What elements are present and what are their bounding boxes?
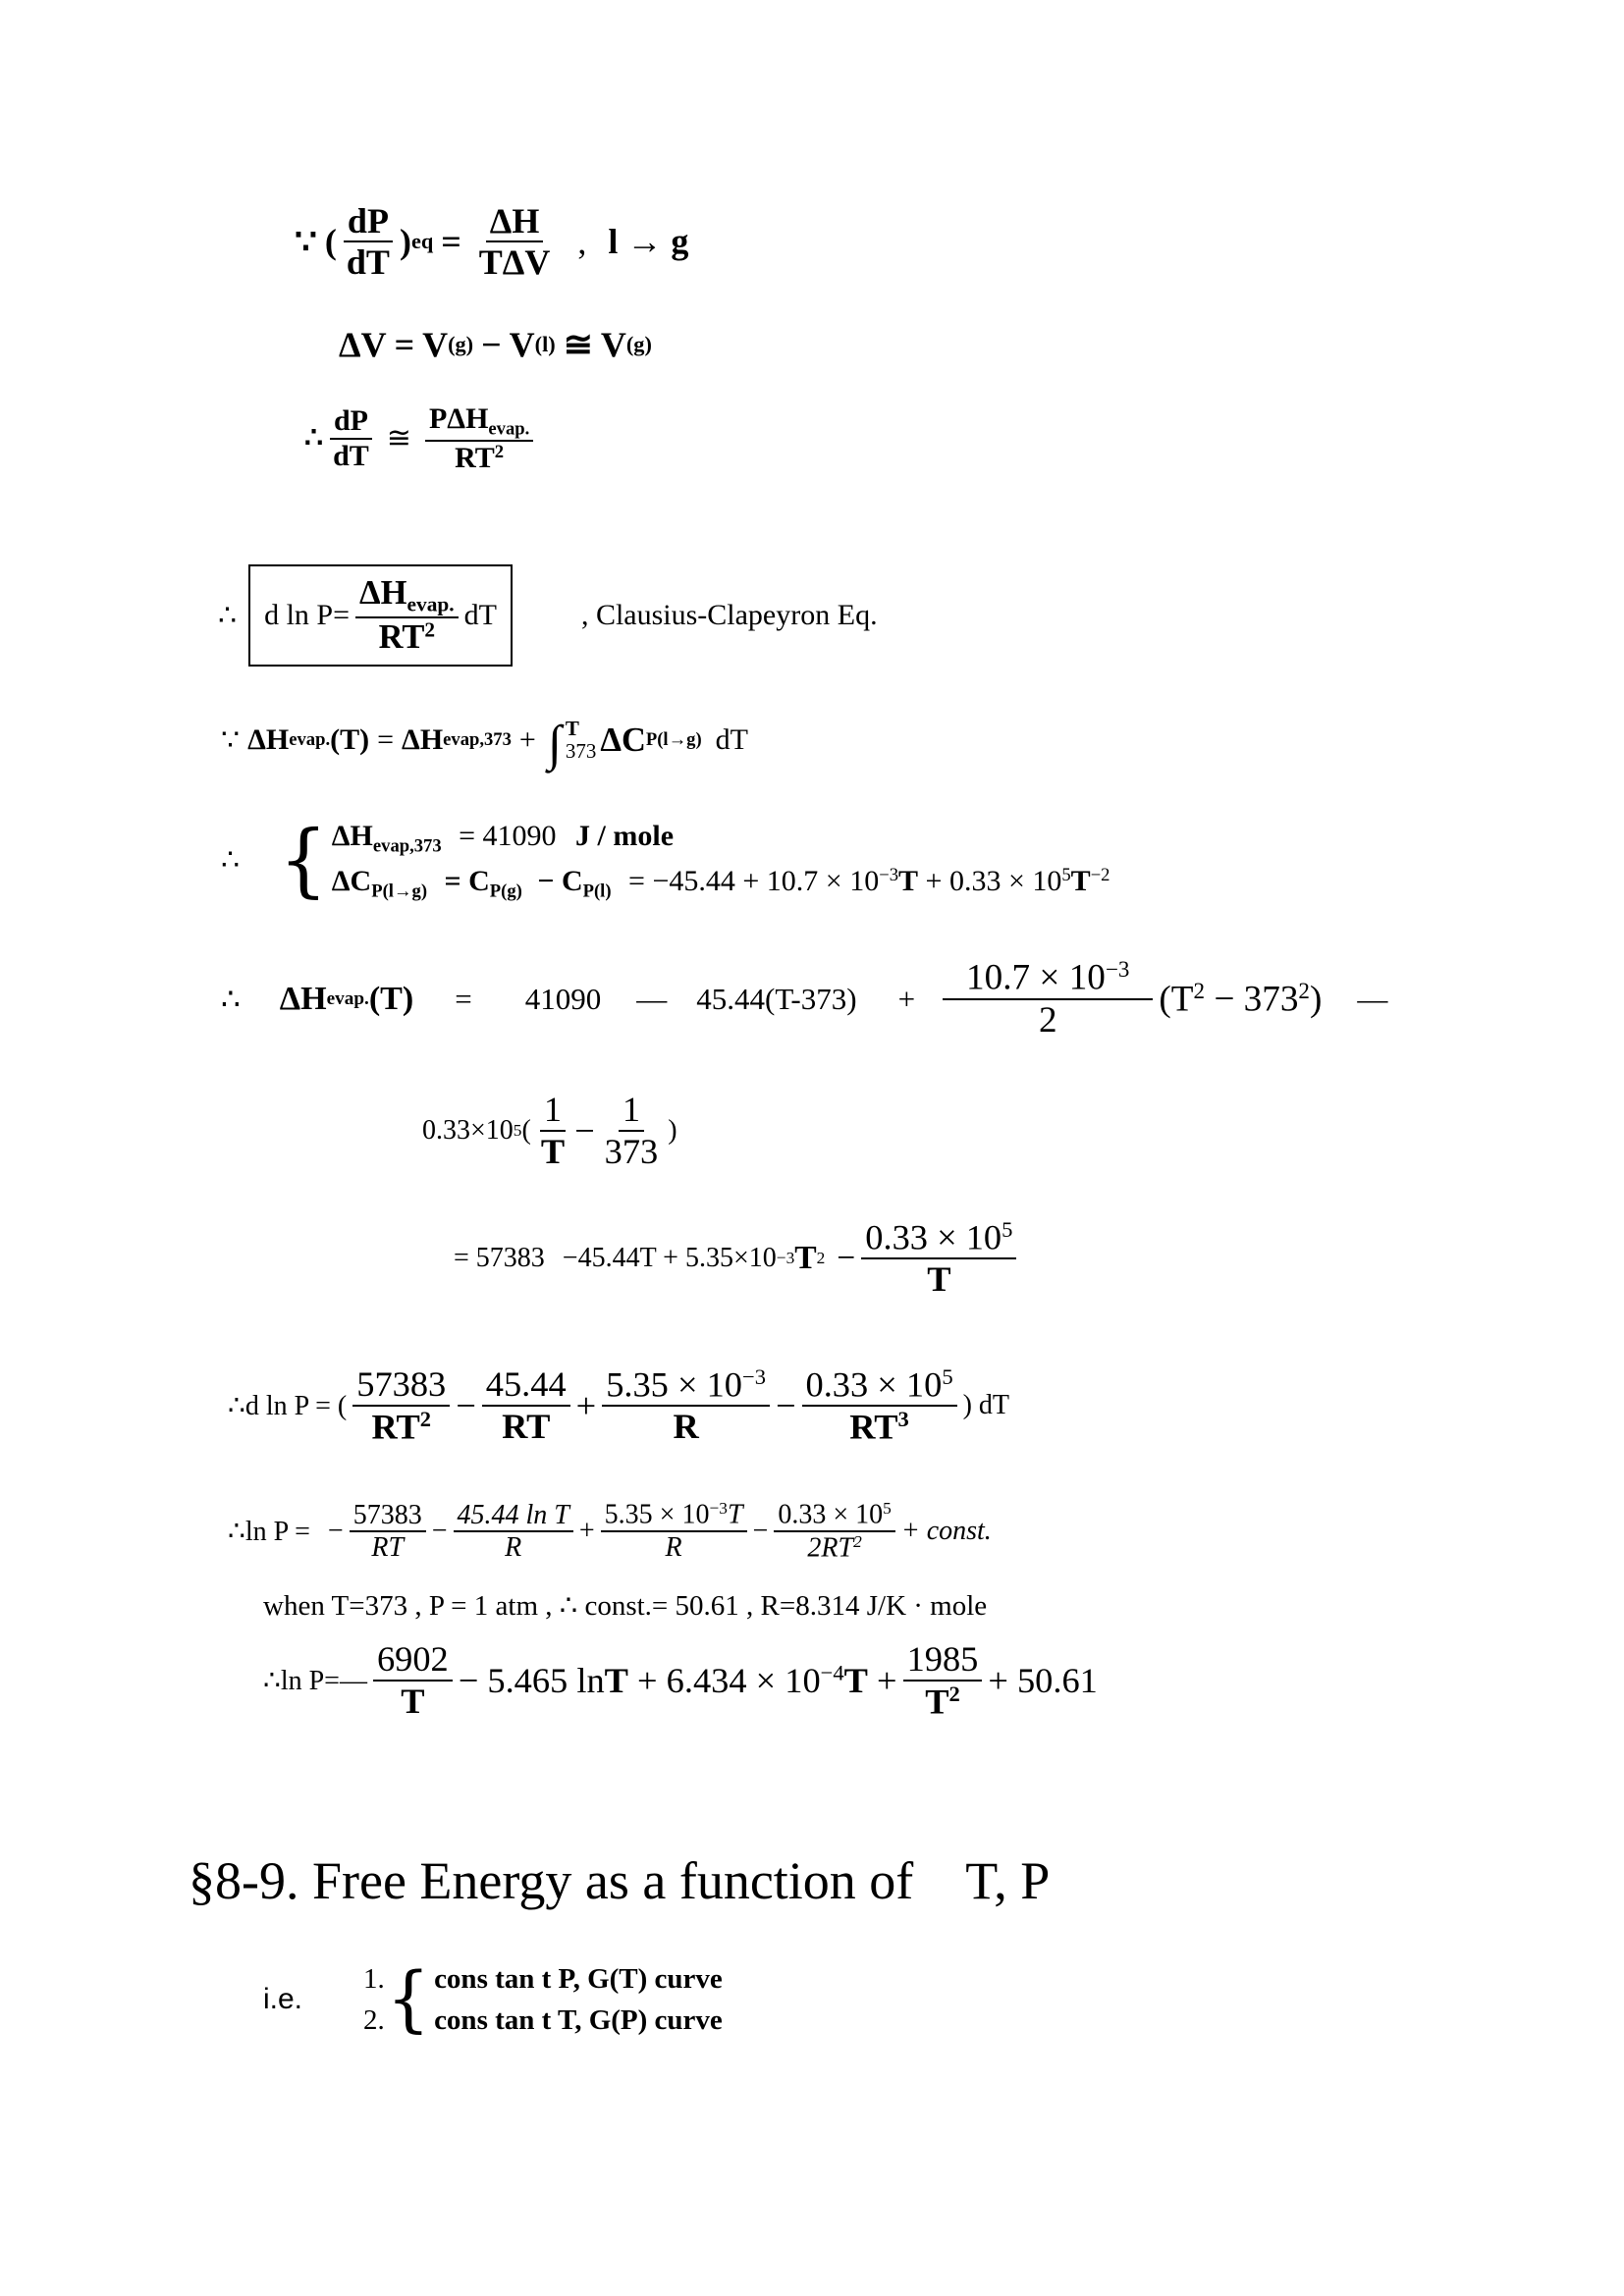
eq-dh-evap-expanded: ∴ ΔH evap. (T) = 41090 — 45.44(T-373) + $\frac{10.7 \times 10^{-3}}{2}$ $(T^2 - 373^2)$ — — [221, 956, 1388, 1041]
ie-item-2: cons tan t T, G(P) curve — [434, 2004, 723, 2037]
eq-given-values: ∴ { $\Delta H_{evap,373} = 41090$ J / mole $\Delta C_{P(l\to g)} = C_{P(g)} - C_{P(l)} = -45.44 + 10.7 \times 10^{-3}T + 0.33 \times 10^5T^{-2}$ — [221, 814, 1110, 907]
ie-item-1: cons tan t P, G(T) curve — [434, 1963, 723, 1995]
eq11-f4: $\frac{0.33 \times 10^5}{2RT^2}$ — [774, 1499, 894, 1564]
ie-items — [434, 1958, 723, 2041]
equation-system — [332, 815, 1110, 906]
system-line-1: $\Delta H_{evap,373} = 41090$ J / mole — [331, 820, 675, 857]
section-heading: §8-9. Free Energy as a function of T, P — [189, 1851, 1051, 1910]
eq7-fraction: $\frac{10.7 \times 10^{-3}}{2}$ — [943, 957, 1153, 1041]
dp-dt-fraction: $\frac{dP}{dT}$ — [343, 201, 394, 283]
dh-tdv-fraction: $\frac{\Delta H}{\text{TΔV}}$ — [478, 201, 551, 283]
eq11-f3: $\frac{5.35 \times 10^{-3}T}{R}$ — [601, 1499, 747, 1563]
ie-list: i.e. 1. 2. { cons tan t P, G(T) curve cons tan t T, G(P) curve — [263, 1957, 723, 2042]
phase-transition: l → g — [608, 222, 689, 262]
eq-dh-evap-integral: ∵ ΔH evap. (T) = ΔH evap,373 + ∫ T 373 ΔC P(l→g) dT — [221, 716, 748, 772]
eq-clapeyron: ∵ ( $\frac{dP}{dT}$ ) eq = $\frac{\Delta H}{\text{TΔV}}$ , l → g — [295, 201, 689, 283]
integral-sign: ∫ — [547, 717, 562, 772]
eq11-f2: $\frac{\text{45.44 ln T}}{R}$ — [454, 1500, 573, 1564]
because-symbol: ∵ — [295, 222, 317, 262]
eq13-f1: $\frac{6902}{T}$ — [373, 1639, 453, 1722]
eq-lnp-final: ∴ln P=— $\frac{6902}{T}$ − 5.465 $\ln T + 6.434 \times 10^{-4}T$ + $\frac{1985}{T^2}$ + 50.61 — [263, 1639, 1098, 1722]
eq-lnp: ∴ln P = − $\frac{57383}{RT}$ − $\frac{\text{45.44 ln T}}{R}$ + $\frac{5.35 \times 10^{-3}T}{R}$ − $\frac{0.33 \times 10^5}{2RT^2}$ + const. — [228, 1499, 992, 1564]
boundary-condition-text: when T=373 , P = 1 atm , ∴ const.= 50.61 , R=8.314 J/K · mole — [263, 1590, 988, 1622]
equation-name: , Clausius-Clapeyron Eq. — [580, 599, 878, 632]
eq-dp-dt-approx: ∴ $\frac{dP}{dT}$ ≅ $\frac{P\Delta H_{evap.}}{RT^2}$ — [304, 402, 539, 475]
system-line-2: $\Delta C_{P(l\to g)} = C_{P(g)} - C_{P(l)} = -45.44 + 10.7 \times 10^{-3}T + 0.33 \times 10^5T^{-2}$ — [331, 865, 1110, 902]
eq10-f3: $\frac{5.35 \times 10^{-3}}{R}$ — [602, 1364, 770, 1447]
eq10-f2: $\frac{45.44}{RT}$ — [482, 1364, 570, 1447]
eq-delta-v: ΔV = V (g) − V (l) ≅ V (g) — [339, 325, 652, 364]
pdh-rt2-fraction: $\frac{P\Delta H_{evap.}}{RT^2}$ — [425, 402, 533, 475]
eq-dlnp: ∴d ln P = ( $\frac{57383}{RT^2}$ − $\frac{45.44}{RT}$ + $\frac{5.35 \times 10^{-3}}{R}$ − $\frac{0.33 \times 10^5}{RT^3}$ ) dT — [228, 1364, 1010, 1447]
one-over-373-fraction: $\frac{1}{373}$ — [604, 1090, 659, 1171]
boxed-equation: d ln P= $\frac{\Delta H_{evap.}}{RT^2}$ dT — [248, 564, 513, 667]
left-brace-2: { — [386, 1957, 431, 2042]
eq-simplified: = 57383 −45.44T + 5.35×10 −3 T 2 − $\frac{0.33 \times 10^5}{T}$ — [454, 1217, 1022, 1300]
eq13-f2: $\frac{1985}{T^2}$ — [903, 1639, 983, 1722]
one-over-t-fraction: $\frac{1}{T}$ — [540, 1090, 566, 1171]
dh-evap-rt2-fraction: $\frac{\Delta H_{evap.}}{RT^2}$ — [355, 574, 459, 657]
eq-clausius-clapeyron: ∴ d ln P= $\frac{\Delta H_{evap.}}{RT^2}$ dT , Clausius-Clapeyron Eq. — [218, 564, 878, 667]
eq11-f1: $\frac{57383}{RT}$ — [350, 1500, 426, 1564]
eq10-f1: $\frac{57383}{RT^2}$ — [352, 1364, 450, 1447]
eq10-f4: $\frac{0.33 \times 10^5}{RT^3}$ — [802, 1364, 957, 1447]
eq-continuation: 0.33×10 5 ( $\frac{1}{T}$ − $\frac{1}{373}$ ) — [422, 1090, 677, 1171]
left-brace: { — [279, 814, 328, 907]
dp-dt-fraction-2: $\frac{dP}{dT}$ — [329, 404, 373, 472]
eq9-fraction: $\frac{0.33 \times 10^5}{T}$ — [861, 1217, 1016, 1300]
